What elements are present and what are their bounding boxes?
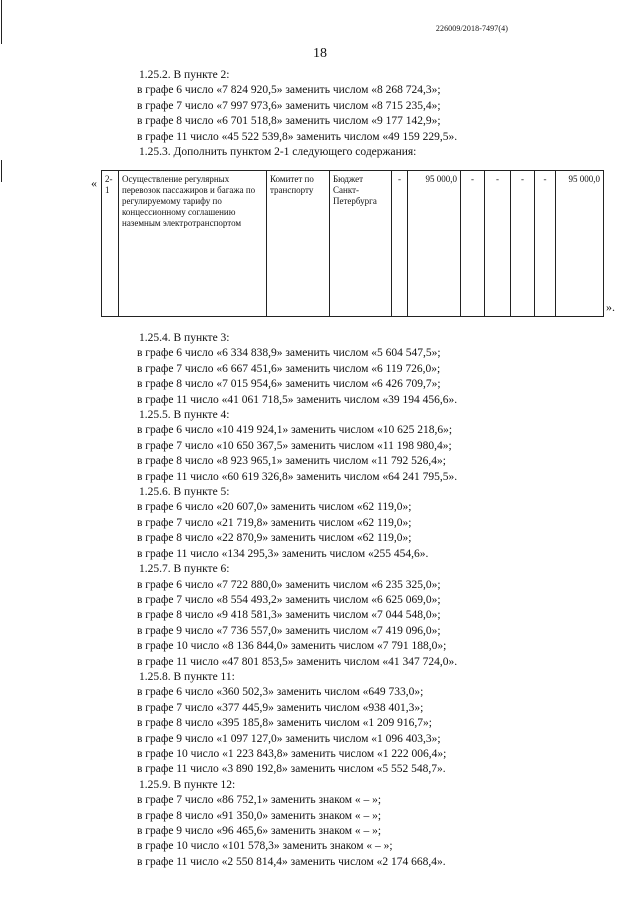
section-heading: 1.25.2. В пункте 2: xyxy=(139,69,230,81)
cell-col5: - xyxy=(392,171,408,317)
cell-event-name: Осуществление регулярных перевозок пассажиров и багажа по регулируемому тарифу по концессионному соглашению наземным электротранспортом xyxy=(119,171,267,317)
amendment-line: в графе 7 число «21 719,8» заменить числом «62 119,0»; xyxy=(137,516,412,529)
amendment-line: в графе 6 число «6 334 838,9» заменить числом «5 604 547,5»; xyxy=(137,347,441,360)
cell-col10: - xyxy=(535,171,556,317)
amendment-line: в графе 6 число «360 502,3» заменить числом «649 733,0»; xyxy=(137,686,424,699)
amendment-line: в графе 7 число «86 752,1» заменить знаком « – »; xyxy=(137,794,382,807)
document-number: 226009/2018-7497(4) xyxy=(435,24,508,33)
amendment-line: в графе 8 число «7 015 954,6» заменить числом «6 426 709,7»; xyxy=(137,378,441,391)
amendment-line: в графе 8 число «91 350,0» заменить знаком « – »; xyxy=(137,809,382,822)
amendment-line: в графе 6 число «7 824 920,5» заменить числом «8 268 724,3»; xyxy=(137,84,441,97)
section-heading: 1.25.8. В пункте 11: xyxy=(139,670,235,683)
cell-col7: - xyxy=(461,171,485,317)
section-heading: 1.25.9. В пункте 12: xyxy=(139,778,236,791)
section-heading: 1.25.4. В пункте 3: xyxy=(139,332,230,344)
page-number: 18 xyxy=(313,46,327,61)
amendment-line: в графе 11 число «2 550 814,4» заменить числом «2 174 668,4». xyxy=(137,855,446,868)
amendment-line: в графе 10 число «8 136 844,0» заменить числом «7 791 188,0»; xyxy=(137,640,447,653)
amendment-line: в графе 7 число «6 667 451,6» заменить числом «6 119 726,0»; xyxy=(137,362,441,375)
cell-col8: - xyxy=(485,171,511,317)
cell-col6: 95 000,0 xyxy=(408,171,461,317)
amendment-line: в графе 10 число «101 578,3» заменить знаком « – »; xyxy=(137,840,393,853)
cell-col9: - xyxy=(511,171,535,317)
close-quote: ». xyxy=(606,300,615,314)
amendment-line: в графе 6 число «10 419 924,1» заменить числом «10 625 218,6»; xyxy=(137,424,453,437)
amendment-line: в графе 7 число «377 445,9» заменить числом «938 401,3»; xyxy=(137,701,424,714)
section-heading: 1.25.6. В пункте 5: xyxy=(139,486,230,499)
amendment-line: в графе 8 число «395 185,8» заменить числом «1 209 916,7»; xyxy=(137,717,432,730)
amendment-line: в графе 6 число «7 722 880,0» заменить числом «6 235 325,0»; xyxy=(137,578,441,591)
amendments-block-2 xyxy=(137,331,457,870)
amendment-line: в графе 11 число «3 890 192,8» заменить числом «5 552 548,7». xyxy=(137,763,446,776)
amendment-line: в графе 7 число «7 997 973,6» заменить числом «8 715 235,4»; xyxy=(137,99,441,112)
section-heading: 1.25.3. Дополнить пунктом 2-1 следующего содержания: xyxy=(139,146,417,159)
section-heading: 1.25.5. В пункте 4: xyxy=(139,409,230,422)
margin-line xyxy=(1,0,2,44)
amendment-line: в графе 10 число «1 223 843,8» заменить числом «1 222 006,4»; xyxy=(137,747,447,760)
amendment-line: в графе 11 число «47 801 853,5» заменить числом «41 347 724,0». xyxy=(137,655,458,668)
amendment-line: в графе 11 число «45 522 539,8» заменить числом «49 159 229,5». xyxy=(137,130,458,143)
amendment-line: в графе 9 число «7 736 557,0» заменить числом «7 419 096,0»; xyxy=(137,624,441,637)
amendment-line: в графе 11 число «134 295,3» заменить числом «255 454,6». xyxy=(137,547,429,560)
amendment-line: в графе 9 число «96 465,6» заменить знаком « – »; xyxy=(137,825,382,837)
section-heading: 1.25.7. В пункте 6: xyxy=(139,563,230,576)
table-row xyxy=(102,171,604,317)
cell-source: Бюджет Санкт-Петербурга xyxy=(330,171,392,317)
margin-line xyxy=(1,160,2,182)
inserted-row-table xyxy=(101,170,604,317)
amendment-line: в графе 8 число «8 923 965,1» заменить числом «11 792 526,4»; xyxy=(137,455,446,468)
amendment-line: в графе 8 число «6 701 518,8» заменить числом «9 177 142,9»; xyxy=(137,115,441,128)
open-quote: « xyxy=(91,176,97,190)
amendment-line: в графе 11 число «60 619 326,8» заменить числом «64 241 795,5». xyxy=(137,470,458,483)
cell-executor: Комитет по транспорту xyxy=(267,171,330,317)
amendment-line: в графе 8 число «9 418 581,3» заменить числом «7 044 548,0»; xyxy=(137,609,441,622)
amendments-block-1 xyxy=(137,68,457,160)
amendment-line: в графе 9 число «1 097 127,0» заменить числом «1 096 403,3»; xyxy=(137,732,441,745)
amendment-line: в графе 7 число «10 650 367,5» заменить числом «11 198 980,4»; xyxy=(137,439,452,452)
amendment-line: в графе 11 число «41 061 718,5» заменить числом «39 194 456,6». xyxy=(137,393,458,406)
cell-number: 2-1 xyxy=(102,171,119,317)
amendment-line: в графе 7 число «8 554 493,2» заменить числом «6 625 069,0»; xyxy=(137,593,441,606)
amendment-line: в графе 6 число «20 607,0» заменить числом «62 119,0»; xyxy=(137,501,412,514)
amendment-line: в графе 8 число «22 870,9» заменить числом «62 119,0»; xyxy=(137,532,412,545)
cell-col11: 95 000,0 xyxy=(556,171,604,317)
